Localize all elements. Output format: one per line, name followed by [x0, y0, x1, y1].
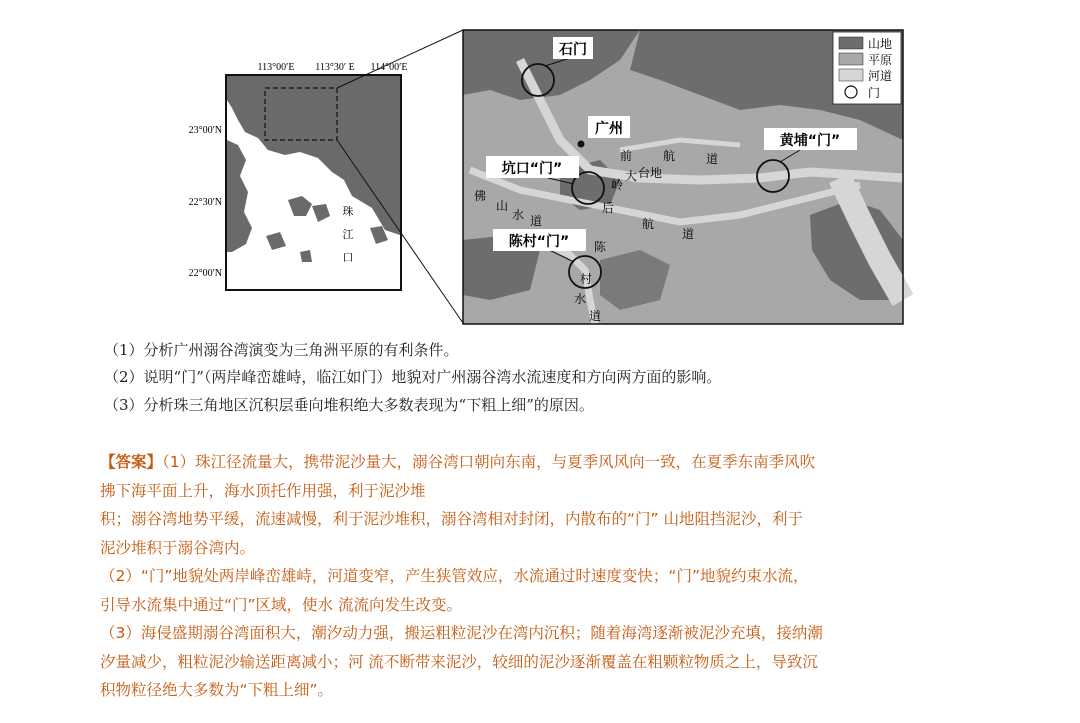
legend-label-gate: 门: [868, 86, 881, 100]
left-map: [189, 62, 408, 290]
answer-text-1: （1）珠江径流量大，携带泥沙量大，溺谷湾口朝向东南，与夏季风风向一致，在夏季东南季风吹: [162, 453, 816, 471]
legend-circle-icon: [845, 86, 857, 98]
legend-swatch-plain: [839, 53, 863, 65]
waterway-hou-3: 道: [681, 227, 695, 241]
city-label: 广州: [595, 121, 623, 137]
gate-label-shimen: 石门: [559, 42, 587, 58]
terrain-char-1: 岭: [610, 178, 624, 192]
waterway-foshan-4: 道: [529, 214, 543, 228]
legend-swatch-mountain: [839, 37, 863, 49]
question-2: （2）说明“门”（两岸峰峦雄峙，临江如门）地貌对广州溺谷湾水流速度和方向两方面的影响。: [104, 368, 722, 386]
gate-label-chencun: 陈村“门”: [508, 234, 570, 250]
waterway-foshan-2: 山: [495, 199, 509, 213]
terrain-char-3: 台: [637, 166, 651, 180]
estuary-char-1: 珠: [342, 205, 354, 218]
answer-line-2: 拂下海平面上升，海水顶托作用强，利于泥沙堆: [100, 481, 426, 500]
question-1: （1）分析广州溺谷湾演变为三角洲平原的有利条件。: [104, 341, 459, 359]
lon-tick-3: 114°00′E: [370, 62, 408, 73]
waterway-chencun-2: 村: [579, 272, 593, 286]
terrain-char-2: 大: [624, 169, 638, 183]
gate-label-kengkou: 坑口“门”: [501, 161, 563, 177]
answer-line-3: 积；溺谷湾地势平缓，流速减慢，利于泥沙堆积，溺谷湾相对封闭，内散布的“门” 山地阻挡泥沙，利于: [100, 510, 803, 528]
lat-tick-1: 23°00′N: [188, 125, 222, 136]
legend: [833, 32, 901, 104]
answer-line-4: 泥沙堆积于溺谷湾内。: [100, 538, 256, 557]
waterway-qian-2: 航: [662, 149, 676, 163]
answer-line-1: [100, 448, 990, 477]
lon-tick-1: 113°00′E: [257, 62, 295, 73]
waterway-foshan-1: 佛: [473, 189, 487, 203]
legend-label-mountain: 山地: [868, 37, 893, 51]
figure: [0, 0, 1080, 335]
right-map: [463, 30, 903, 324]
lat-tick-3: 22°00′N: [188, 268, 222, 279]
answer-line-7: （3）海侵盛期溺谷湾面积大，潮汐动力强，搬运粗粒泥沙在湾内沉积；随着海湾逐渐被泥沙充填，接纳潮: [100, 624, 823, 642]
lat-tick-2: 22°30′N: [188, 197, 222, 208]
legend-swatch-river: [839, 69, 863, 81]
waterway-chencun-1: 陈: [593, 240, 607, 254]
estuary-char-2: 江: [342, 228, 354, 241]
waterway-hou-2: 航: [641, 217, 655, 231]
waterway-chencun-4: 道: [588, 309, 602, 323]
estuary-char-3: 口: [342, 251, 354, 264]
legend-label-river: 河道: [868, 69, 893, 83]
gate-label-huangpu: 黄埔“门”: [779, 133, 841, 149]
island-5: [300, 250, 312, 262]
waterway-foshan-3: 水: [511, 208, 525, 222]
answer-block: [100, 448, 990, 705]
question-3: （3）分析珠三角地区沉积层垂向堆积绝大多数表现为“下粗上细”的原因。: [104, 396, 594, 414]
answer-tag: 【答案】: [100, 453, 163, 471]
answer-line-5: （2）“门”地貌处两岸峰峦雄峙，河道变窄，产生狭管效应，水流通过时速度变快；“门”地貌约束水流，: [100, 567, 809, 585]
legend-label-plain: 平原: [868, 53, 893, 67]
city-marker-icon: [578, 141, 585, 148]
terrain-char-4: 地: [649, 166, 663, 180]
waterway-hou-1: 后: [601, 201, 615, 215]
waterway-qian-1: 前: [619, 149, 633, 163]
waterway-qian-3: 道: [705, 152, 719, 166]
answer-line-8: 汐量减少，粗粒泥沙输送距离减小；河 流不断带来泥沙，较细的泥沙逐渐覆盖在粗颗粒物质之上，导致沉: [100, 652, 818, 671]
answer-line-9: 积物粒径绝大多数为“下粗上细”。: [100, 681, 334, 699]
lon-tick-2: 113°30′ E: [315, 62, 355, 73]
map-figure: [0, 0, 1080, 335]
waterway-chencun-3: 水: [573, 292, 587, 306]
answer-line-6: 引导水流集中通过“门”区域，使水 流流向发生改变。: [100, 595, 462, 614]
